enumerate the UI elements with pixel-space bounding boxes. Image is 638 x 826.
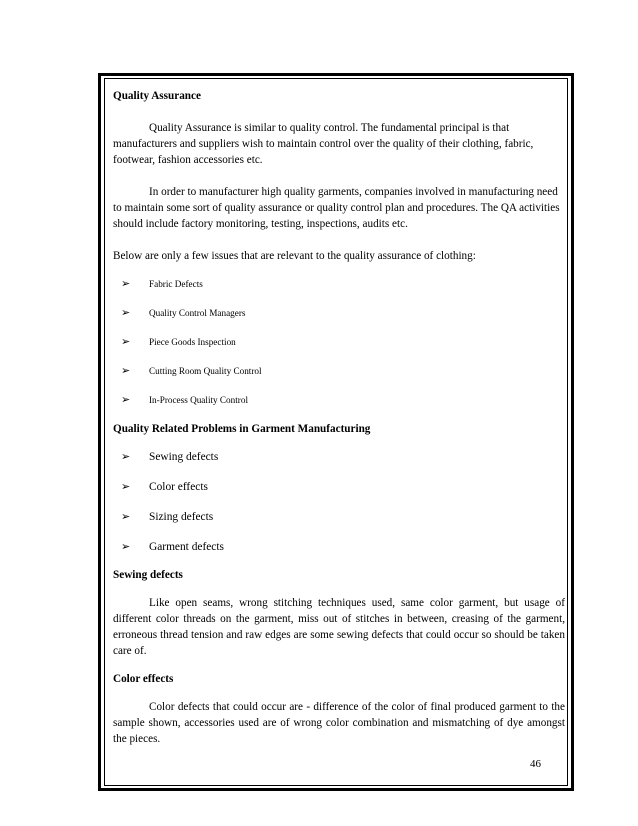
list-item: ➢ Sizing defects <box>121 511 214 523</box>
list-item: ➢ Quality Control Managers <box>121 307 246 319</box>
color-paragraph: Color defects that could occur are - difference of the color of final produced garment to the sample shown, accessories used are of wrong color combination and mismatching of dye amongst the pieces. <box>113 701 565 745</box>
issues-intro: Below are only a few issues that are relevant to the quality assurance of clothing: <box>113 250 476 262</box>
list-item: ➢ Color effects <box>121 481 208 493</box>
arrow-bullet-icon: ➢ <box>121 365 131 377</box>
list-item: ➢ Sewing defects <box>121 451 219 463</box>
sewing-paragraph: Like open seams, wrong stitching techniques used, same color garment, but usage of different color threads on the garment, miss out of stitches in between, creasing of the garment, erroneous thread tension and raw edges are some sewing defects that could occur so should be taken care of. <box>113 597 565 657</box>
arrow-bullet-icon: ➢ <box>121 511 131 523</box>
arrow-bullet-icon: ➢ <box>121 541 131 553</box>
arrow-bullet-icon: ➢ <box>121 336 131 348</box>
arrow-bullet-icon: ➢ <box>121 481 131 493</box>
heading-sewing-defects: Sewing defects <box>113 569 183 581</box>
heading-color-effects: Color effects <box>113 673 174 685</box>
heading-quality-problems: Quality Related Problems in Garment Manufacturing <box>113 423 371 435</box>
page-number: 46 <box>530 758 541 770</box>
list-item: ➢ In-Process Quality Control <box>121 394 249 406</box>
arrow-bullet-icon: ➢ <box>121 451 131 463</box>
issues-list <box>113 276 565 414</box>
qa-paragraph-1: Quality Assurance is similar to quality control. The fundamental principal is that manufacturers and suppliers wish to maintain control over the quality of their clothing, fabric, footwear, fashion accessories etc. <box>113 122 534 166</box>
list-item: ➢ Fabric Defects <box>121 278 203 290</box>
list-item: ➢ Piece Goods Inspection <box>121 336 236 348</box>
arrow-bullet-icon: ➢ <box>121 307 131 319</box>
problems-list <box>113 449 565 559</box>
arrow-bullet-icon: ➢ <box>121 394 131 406</box>
qa-paragraph-2: In order to manufacturer high quality garments, companies involved in manufacturing need to maintain some sort of quality assurance or quality control plan and procedures. The QA activities should include factory monitoring, testing, inspections, audits etc. <box>113 186 560 230</box>
heading-quality-assurance: Quality Assurance <box>113 90 201 102</box>
list-item: ➢ Cutting Room Quality Control <box>121 365 262 377</box>
list-item: ➢ Garment defects <box>121 541 224 553</box>
page-content <box>113 88 565 747</box>
arrow-bullet-icon: ➢ <box>121 278 131 290</box>
